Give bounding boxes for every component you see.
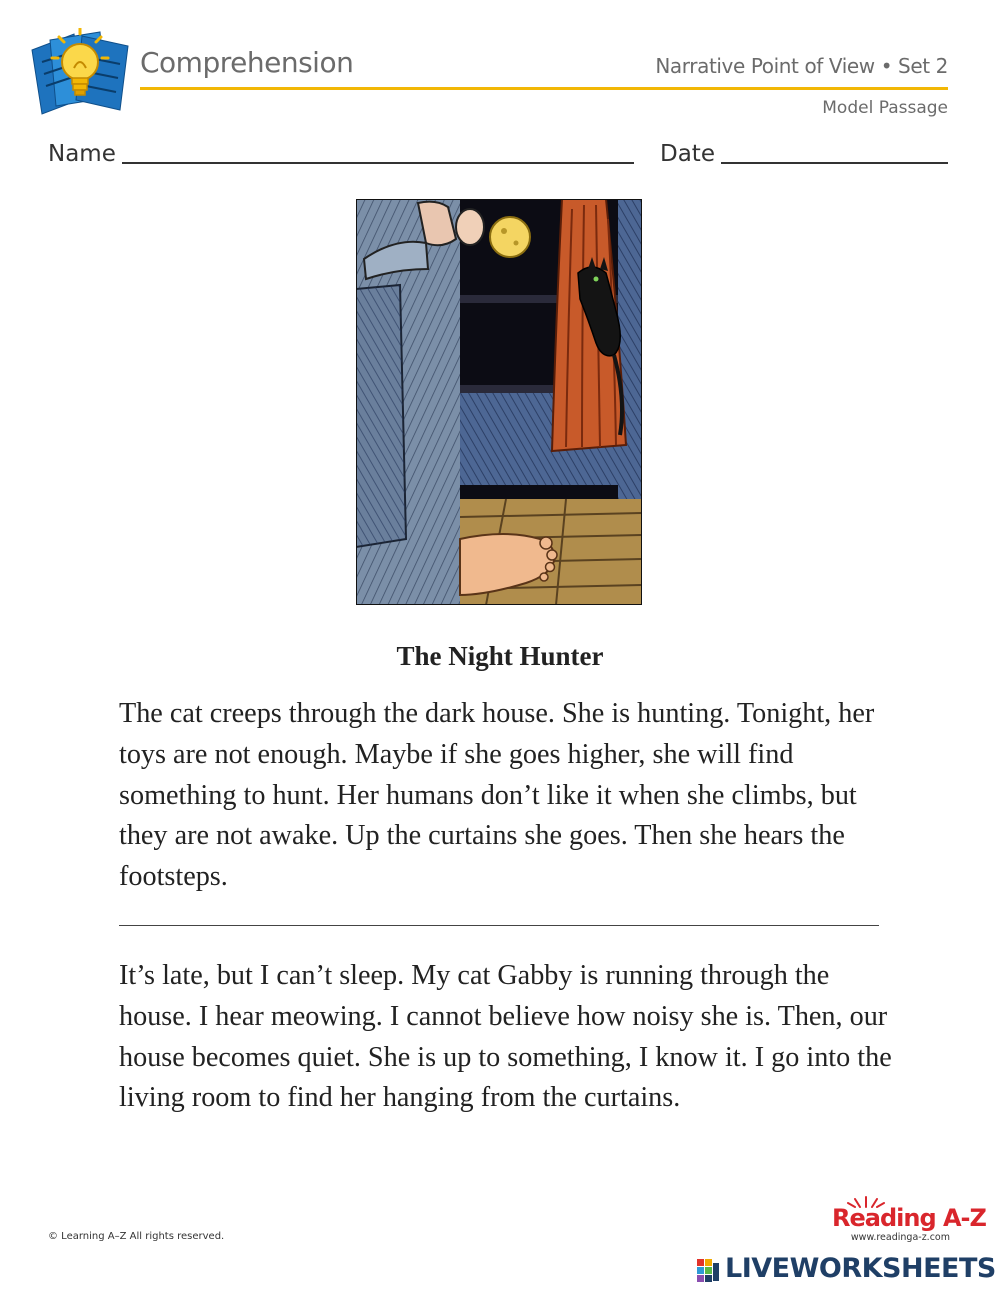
first-person-paragraph: It’s late, but I can’t sleep. My cat Gabby is running through the house. I hear meowing. I cannot believe how noisy she is. Then, our house becomes quiet. She is up to something, I know it. I go into the living room to find her hanging from the curtains. — [119, 960, 892, 1114]
lightbulb-logo-icon — [28, 28, 136, 120]
third-person-paragraph: The cat creeps through the dark house. She is hunting. Tonight, her toys are not enough. Maybe if she goes higher, she will find something to hunt. Her humans don’t like it when she climbs, but they are not awake. Up the curtains she goes. Then she hears the footsteps. — [119, 698, 875, 893]
header-divider — [140, 87, 948, 90]
name-field-line[interactable] — [122, 162, 634, 164]
reading-az-logo[interactable] — [826, 1196, 986, 1246]
date-label: Date — [660, 141, 715, 167]
story-title: The Night Hunter — [396, 641, 604, 671]
copyright-notice: © Learning A–Z All rights reserved. — [48, 1231, 225, 1242]
date-field-line[interactable] — [721, 162, 948, 164]
cat-on-curtain-illustration — [356, 199, 642, 605]
brand-name: Reading A-Z — [832, 1204, 986, 1232]
name-label: Name — [48, 141, 116, 167]
passage-type-label: Model Passage — [822, 98, 948, 118]
set-label: Narrative Point of View • Set 2 — [655, 54, 948, 78]
section-title: Comprehension — [140, 46, 354, 79]
liveworksheets-icon — [697, 1259, 721, 1283]
liveworksheets-watermark[interactable] — [697, 1253, 997, 1287]
passage-divider — [119, 925, 879, 926]
watermark-text: LIVEWORKSHEETS — [725, 1253, 996, 1284]
brand-url[interactable]: www.readinga-z.com — [850, 1232, 950, 1243]
